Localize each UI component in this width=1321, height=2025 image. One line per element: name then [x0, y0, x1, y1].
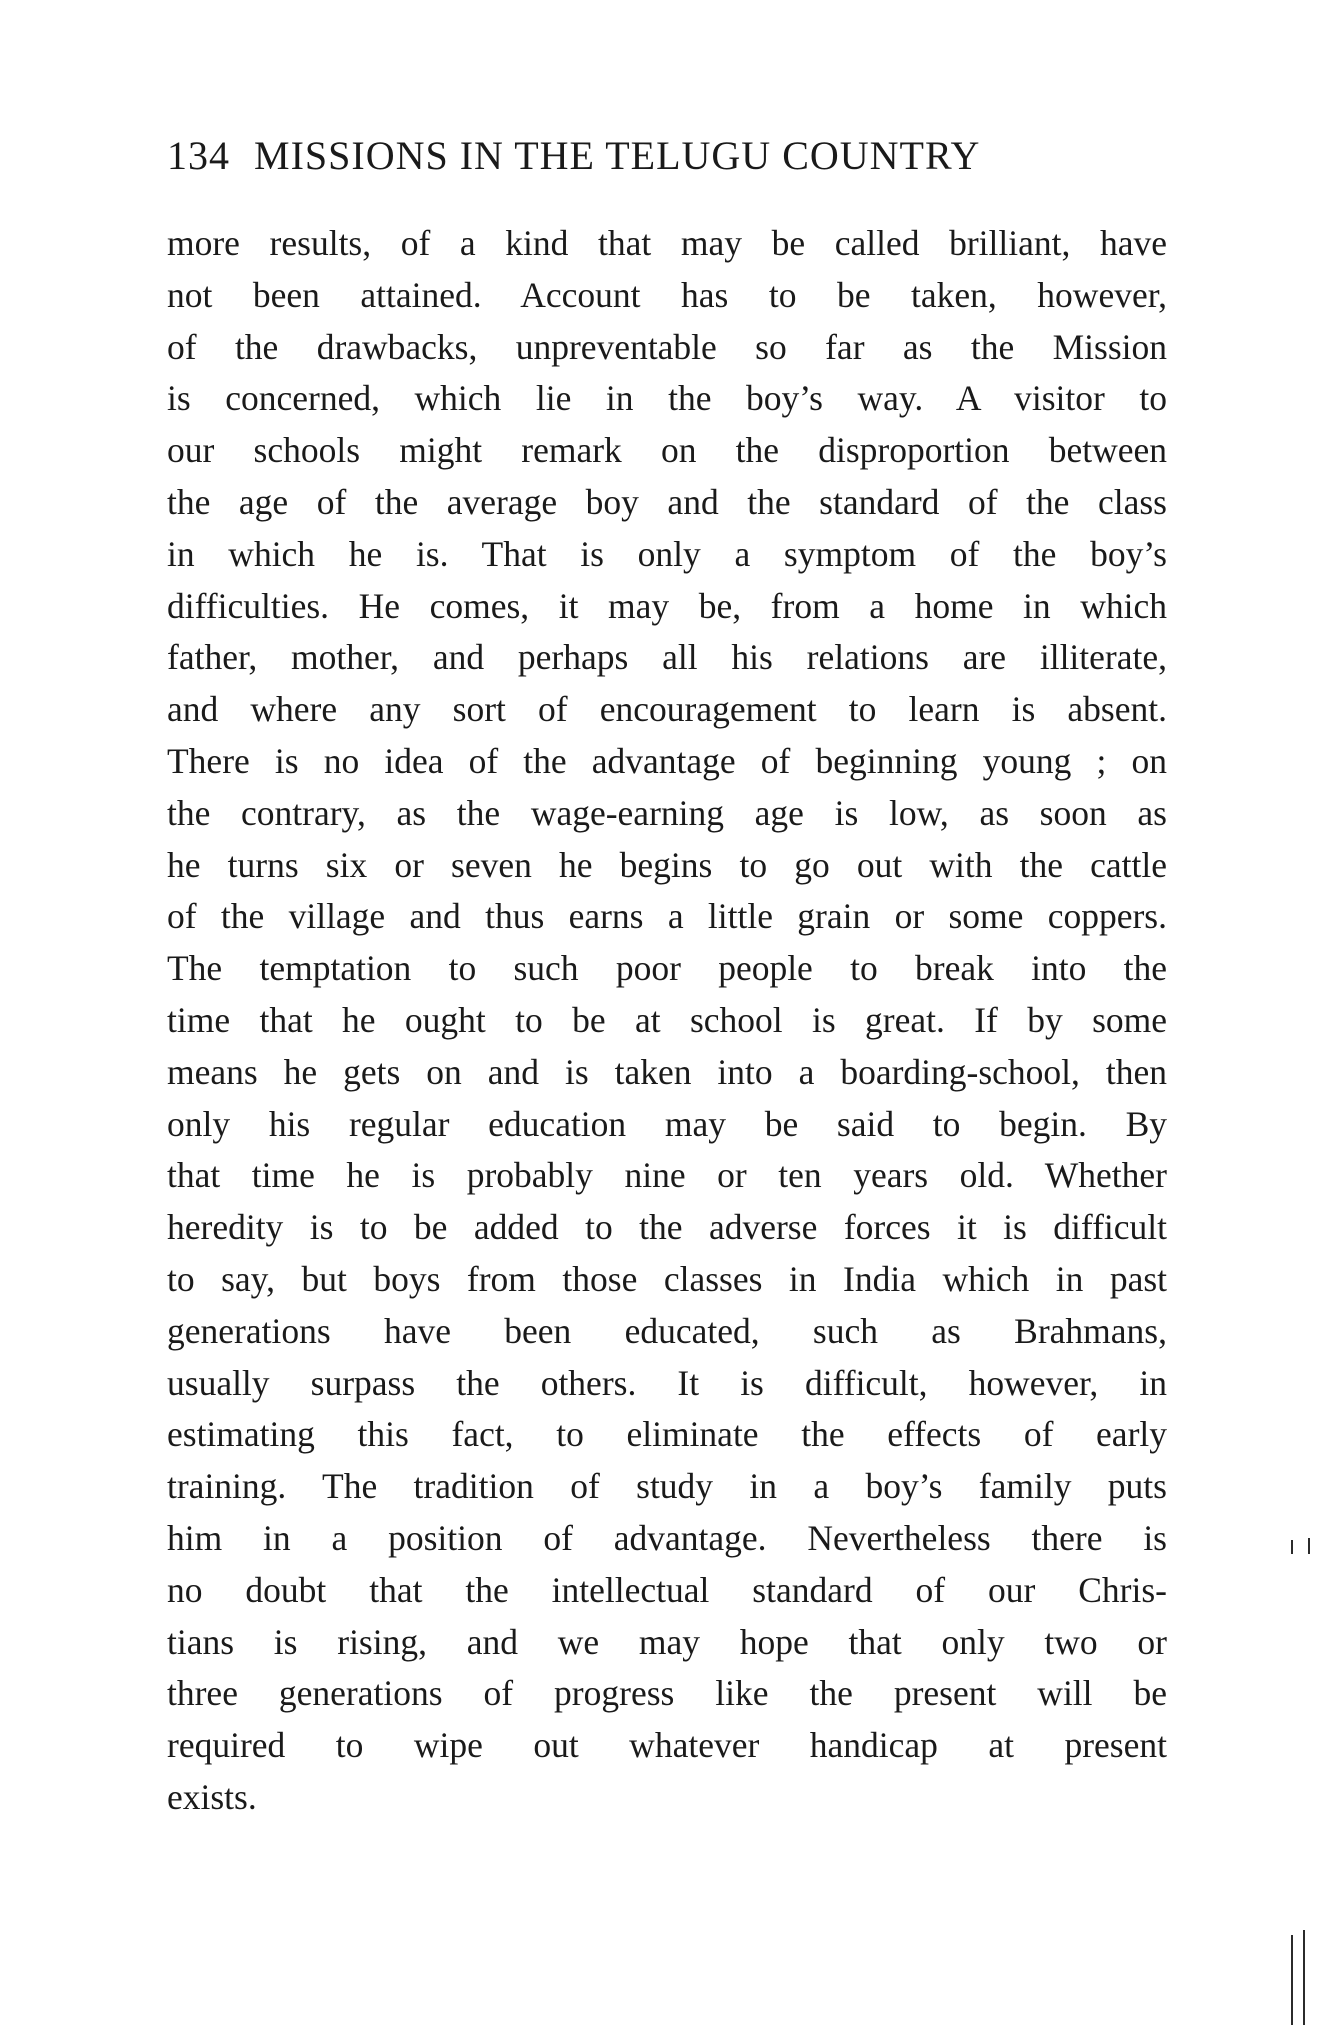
text-line: father, mother, and perhaps all his relations are illiterate,	[167, 637, 1167, 678]
text-line: means he gets on and is taken into a boarding-school, then	[167, 1051, 1167, 1092]
page-number: 134	[167, 133, 230, 178]
text-line: more results, of a kind that may be called brilliant, have	[167, 223, 1167, 263]
text-line: of the drawbacks, unpreventable so far as the Mission	[167, 326, 1167, 367]
text-line: he turns six or seven he begins to go out with the cattle	[167, 844, 1167, 885]
text-line: not been attained. Account has to be taken, however,	[167, 274, 1167, 315]
text-line: heredity is to be added to the adverse forces it is difficult	[167, 1207, 1167, 1248]
text-line: estimating this fact, to eliminate the effects of early	[167, 1414, 1167, 1455]
text-line: three generations of progress like the present will be	[167, 1673, 1167, 1714]
text-line: him in a position of advantage. Nevertheless there is	[167, 1517, 1167, 1558]
running-head	[167, 132, 1067, 180]
text-line: training. The tradition of study in a boy’s family puts	[167, 1466, 1167, 1507]
text-line: generations have been educated, such as Brahmans,	[167, 1310, 1167, 1351]
text-line: usually surpass the others. It is difficult, however, in	[167, 1362, 1167, 1403]
text-line: no doubt that the intellectual standard of our Chris-	[167, 1569, 1167, 1610]
text-line: time that he ought to be at school is great. If by some	[167, 999, 1167, 1040]
scan-edge-mark	[1308, 1538, 1310, 1554]
text-line: of the village and thus earns a little grain or some coppers.	[167, 896, 1167, 937]
body-paragraph	[167, 218, 1167, 1824]
text-line: difficulties. He comes, it may be, from a home in which	[167, 585, 1167, 626]
running-title: MISSIONS IN THE TELUGU COUNTRY	[254, 133, 981, 178]
text-line: the age of the average boy and the standard of the class	[167, 481, 1167, 522]
text-line: only his regular education may be said to begin. By	[167, 1103, 1167, 1144]
text-line: and where any sort of encouragement to learn is absent.	[167, 689, 1167, 730]
text-line: the contrary, as the wage-earning age is low, as soon as	[167, 792, 1167, 833]
scan-edge-mark	[1291, 1540, 1293, 1554]
text-line: that time he is probably nine or ten years old. Whether	[167, 1155, 1167, 1196]
text-line: There is no idea of the advantage of beginning young ; on	[167, 740, 1167, 781]
text-line: exists.	[167, 1776, 257, 1817]
text-line: our schools might remark on the disproportion between	[167, 430, 1167, 471]
text-line: tians is rising, and we may hope that only two or	[167, 1621, 1167, 1662]
text-line: required to wipe out whatever handicap at present	[167, 1725, 1167, 1766]
scan-edge-mark	[1291, 1935, 1293, 2025]
text-line: to say, but boys from those classes in India which in past	[167, 1258, 1167, 1299]
text-line: is concerned, which lie in the boy’s way. A visitor to	[167, 378, 1167, 419]
scan-edge-mark	[1303, 1930, 1305, 2025]
text-line: The temptation to such poor people to break into the	[167, 948, 1167, 989]
text-line: in which he is. That is only a symptom of the boy’s	[167, 533, 1167, 574]
